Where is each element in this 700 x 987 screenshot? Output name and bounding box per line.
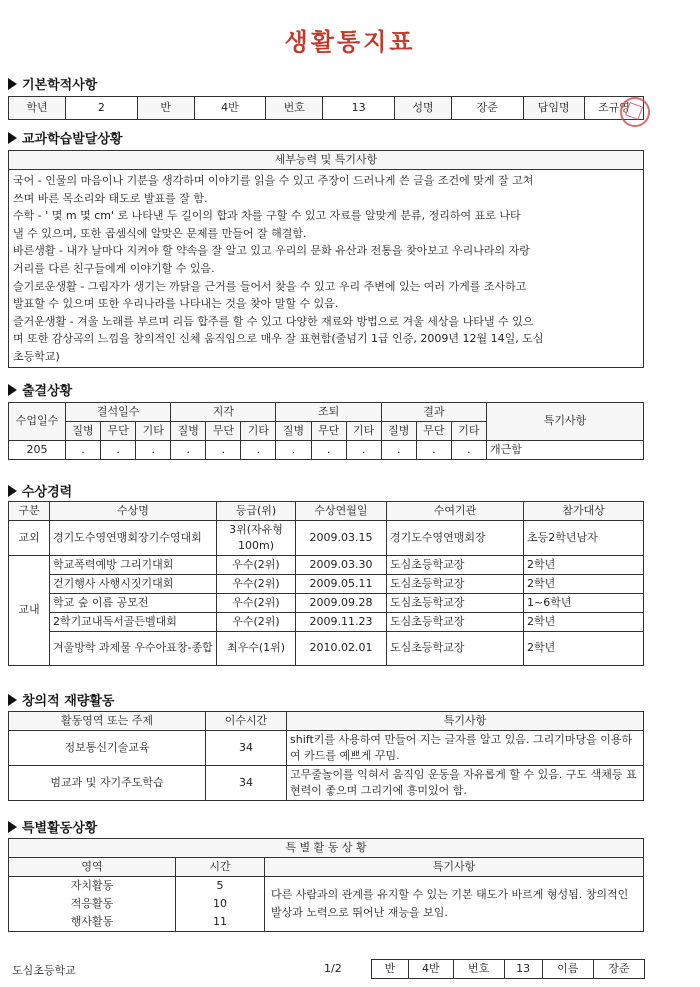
special-hours: 11 [176,913,265,931]
section-title: 창의적 재량활동 [22,694,115,709]
awards-col-header: 수상명 [50,502,217,521]
class-value: 4반 [194,97,266,120]
sub-other: 기타 [136,421,171,440]
teacher-seal-stamp [620,97,650,127]
attendance-cell: . [346,440,381,459]
awards-col-header: 참가대상 [524,502,644,521]
sub-unexcused: 무단 [416,421,451,440]
creative-hours: 34 [206,765,287,800]
sub-unexcused: 무단 [101,421,136,440]
school-days-value: 205 [9,440,66,459]
attendance-table [8,402,644,460]
grade-value: 2 [66,97,138,120]
section-arrow-icon [8,821,17,833]
absence-label: 결석일수 [66,403,171,422]
sub-unexcused: 무단 [206,421,241,440]
footer-school-name: 도심초등학교 [12,964,76,977]
award-name: 2학기교내독서골든벨대회 [50,612,217,631]
award-name: 학교폭력예방 그리기대회 [50,555,217,574]
sub-other: 기타 [451,421,486,440]
special-col-header: 시간 [176,857,265,876]
creative-col-header: 특기사항 [287,712,644,731]
footer-name-label: 이름 [542,960,593,979]
award-grade: 우수(2위) [217,612,296,631]
section-title: 기본학적사항 [22,78,98,93]
page-title: 생활통지표 [284,28,416,56]
attendance-cell: . [381,440,416,459]
creative-col-header: 이수시간 [206,712,287,731]
award-org: 도심초등학교장 [387,612,524,631]
award-group-external: 교외 [9,520,50,555]
subject-line: 즐거운생활 - 겨울 노래를 부르며 리듬 합주를 할 수 있고 다양한 재료와 방법으로 겨울 세상을 나타낼 수 있으 [13,314,534,328]
subjects-header: 세부능력 및 특기사항 [9,151,644,170]
grade-label: 학년 [9,97,66,120]
section-title: 교과학습발달상황 [22,132,123,147]
section-title: 수상경력 [22,485,73,500]
section-arrow-icon [8,132,17,144]
subject-line: 국어 - 인물의 마음이나 기분을 생각하며 이야기를 읽을 수 있고 주장이 드러나게 쓴 글을 조건에 맞게 잘 고쳐 [13,173,534,187]
teacher-label: 담임명 [523,97,584,120]
awards-col-header: 수여기관 [387,502,524,521]
name-value: 장준 [451,97,523,120]
award-name: 겨울방학 과제물 우수아표창-종합 [50,631,217,665]
attendance-cell: . [241,440,276,459]
tardy-label: 지각 [171,403,276,422]
awards-table [8,501,644,666]
footer-class-label: 반 [372,960,409,979]
name-label: 성명 [394,97,451,120]
school-days-label: 수업일수 [9,403,66,441]
special-header: 특 별 활 동 상 황 [9,839,644,858]
subjects-table [8,150,644,368]
special-table [8,838,644,932]
award-target: 초등2학년남자 [524,520,644,555]
subject-line: 거리를 다른 친구들에게 이야기할 수 있음. [13,261,215,275]
sub-other: 기타 [346,421,381,440]
award-org: 도심초등학교장 [387,574,524,593]
special-note: 다른 사람과의 관계를 유지할 수 있는 기본 태도가 바르게 형성됨. 창의적인 발상과 노력으로 뛰어난 재능을 보임. [265,876,644,931]
subjects-body [9,169,644,368]
creative-col-header: 활동영역 또는 주제 [9,712,206,731]
award-grade: 우수(2위) [217,593,296,612]
attendance-remark-label: 특기사항 [487,403,644,441]
footer-student-table [371,959,645,979]
attendance-cell: . [101,440,136,459]
page-number: 1/2 [324,962,342,975]
section-arrow-icon [8,694,17,706]
footer-number-label: 번호 [453,960,504,979]
award-target: 2학년 [524,631,644,665]
award-grade: 우수(2위) [217,555,296,574]
subject-line: 며 또한 감상곡의 느낌을 창의적인 신체 움직임으로 매우 잘 표현함(줄넘기 1급 인증, 2009년 12월 14일, 도심 [13,332,544,346]
special-area: 자치활동 [9,876,176,894]
attendance-remark: 개근함 [487,440,644,459]
sub-illness: 질병 [171,421,206,440]
awards-col-header: 수상연월일 [296,502,387,521]
sub-unexcused: 무단 [311,421,346,440]
subject-line: 발표할 수 있으며 또한 우리나라를 나타내는 것을 찾아 말할 수 있음. [13,297,339,311]
special-hours: 10 [176,895,265,913]
creative-note: shift키를 사용하여 만들어 지는 글자를 알고 있음. 그리기마당을 이용하여 카드를 예쁘게 꾸밈. [287,730,644,765]
section-arrow-icon [8,78,17,90]
attendance-cell: . [206,440,241,459]
special-col-header: 특기사항 [265,857,644,876]
award-date: 2009.05.11 [296,574,387,593]
special-col-header: 영역 [9,857,176,876]
creative-area: 정보통신기술교육 [9,730,206,765]
subject-line: 바른생활 - 내가 날마다 지켜야 할 약속을 잘 알고 있고 우리의 문화 유산과 전통을 찾아보고 우리나라의 자랑 [13,244,530,258]
award-grade: 최우수(1위) [217,631,296,665]
award-name: 학교 숲 이름 공모전 [50,593,217,612]
award-date: 2009.09.28 [296,593,387,612]
class-label: 반 [137,97,194,120]
attendance-cell: . [171,440,206,459]
award-org: 도심초등학교장 [387,631,524,665]
attendance-cell: . [66,440,101,459]
footer-number-value: 13 [504,960,542,979]
basic-info-table [8,96,644,120]
subject-line: 초등학교) [13,349,60,363]
creative-hours: 34 [206,730,287,765]
award-org: 경기도수영연맹회장 [387,520,524,555]
number-value: 13 [323,97,395,120]
attendance-cell: . [136,440,171,459]
award-target: 2학년 [524,612,644,631]
section-heading-special [8,817,97,836]
award-date: 2009.11.23 [296,612,387,631]
attendance-cell: . [451,440,486,459]
section-heading-awards [8,481,72,500]
section-title: 특별활동상황 [22,821,98,836]
section-title: 출결상황 [22,384,73,399]
early-leave-label: 조퇴 [276,403,381,422]
creative-note: 고무줄놀이를 익혀서 움직임 운동을 자유롭게 할 수 있음. 구도 색채등 표현력이 좋으며 그리기에 흥미있어 함. [287,765,644,800]
section-heading-basic [8,74,97,93]
award-date: 2010.02.01 [296,631,387,665]
footer-class-value: 4반 [409,960,454,979]
section-heading-subjects [8,128,122,147]
awards-col-header: 구분 [9,502,50,521]
attendance-cell: . [276,440,311,459]
award-date: 2009.03.15 [296,520,387,555]
attendance-cell: . [311,440,346,459]
footer-name-value: 장준 [593,960,644,979]
subject-line: 낼 수 있으며, 또한 곱셈식에 알맞은 문제를 만들어 잘 해결함. [13,226,307,240]
sub-illness: 질병 [381,421,416,440]
subject-line: 수학 - ' 몇 m 몇 cm' 로 나타낸 두 길이의 합과 차를 구할 수 있고 자료를 알맞게 분류, 정리하여 표로 나타 [13,209,521,223]
section-arrow-icon [8,485,17,497]
award-target: 2학년 [524,555,644,574]
special-area: 행사활동 [9,913,176,931]
special-hours: 5 [176,876,265,894]
award-group-internal: 교내 [9,555,50,665]
section-heading-creative [8,690,114,709]
missed-class-label: 결과 [381,403,486,422]
award-org: 도심초등학교장 [387,555,524,574]
special-area: 적응활동 [9,895,176,913]
awards-col-header: 등급(위) [217,502,296,521]
award-target: 2학년 [524,574,644,593]
sub-illness: 질병 [276,421,311,440]
award-target: 1~6학년 [524,593,644,612]
creative-area: 범교과 및 자기주도학습 [9,765,206,800]
creative-table [8,711,644,801]
award-grade: 우수(2위) [217,574,296,593]
number-label: 번호 [266,97,323,120]
sub-illness: 질병 [66,421,101,440]
section-heading-attendance [8,380,72,399]
section-arrow-icon [8,384,17,396]
subject-line: 쓰며 바른 목소리와 태도로 발표를 잘 함. [13,191,208,205]
award-date: 2009.03.30 [296,555,387,574]
subject-line: 슬기로운생활 - 그림자가 생기는 까닭을 근거를 들어서 찾을 수 있고 우리 주변에 있는 여러 가게를 조사하고 [13,279,527,293]
award-name: 걷기행사 사행시짓기대회 [50,574,217,593]
attendance-cell: . [416,440,451,459]
award-grade: 3위(자유형 100m) [217,520,296,555]
award-org: 도심초등학교장 [387,593,524,612]
teacher-value: 조규영 [584,97,643,120]
award-name: 경기도수영연맹회장기수영대회 [50,520,217,555]
sub-other: 기타 [241,421,276,440]
